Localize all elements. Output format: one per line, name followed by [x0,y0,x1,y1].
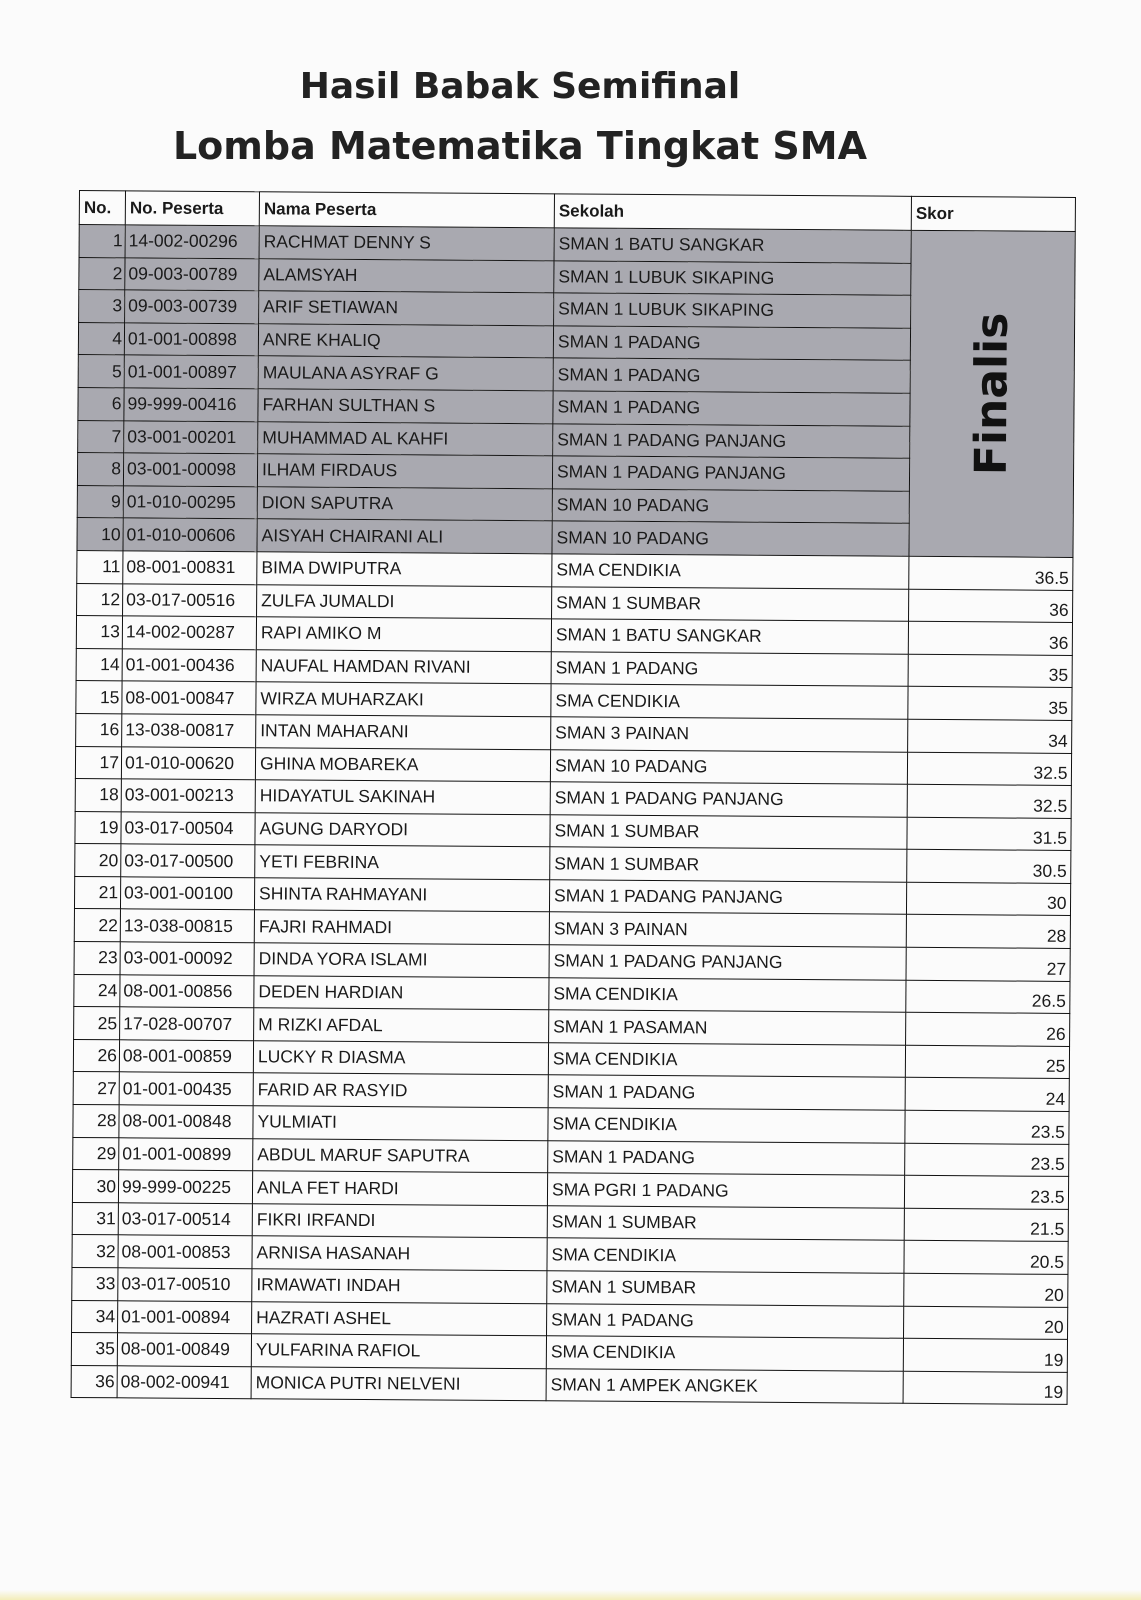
cell-name: ZULFA JUMALDI [257,584,552,619]
cell-school: SMAN 10 PADANG [552,489,909,524]
cell-name: WIRZA MUHARZAKI [256,682,551,717]
cell-school: SMAN 1 SUMBAR [547,1271,904,1306]
cell-participant-no: 03-017-00510 [118,1268,252,1302]
cell-score: 24 [905,1078,1069,1112]
cell-school: SMAN 3 PAINAN [549,912,906,947]
cell-name: LUCKY R DIASMA [253,1041,548,1076]
cell-name: FAJRI RAHMADI [254,910,549,945]
cell-participant-no: 01-010-00620 [121,746,255,780]
cell-name: MUHAMMAD AL KAHFI [258,421,553,456]
cell-participant-no: 01-001-00897 [124,355,258,389]
cell-participant-no: 08-001-00853 [118,1235,252,1269]
cell-school: SMAN 1 PADANG [547,1303,904,1338]
cell-participant-no: 01-001-00899 [119,1137,253,1171]
cell-no: 3 [79,290,125,323]
cell-school: SMA CENDIKIA [547,1238,904,1273]
cell-school: SMAN 1 SUMBAR [550,814,907,849]
cell-score: 36.5 [909,556,1073,590]
cell-score: 35 [908,654,1072,688]
cell-participant-no: 01-001-00436 [122,649,256,683]
cell-score: 25 [905,1045,1069,1079]
cell-school: SMAN 1 PADANG PANJANG [553,423,910,458]
cell-participant-no: 03-017-00504 [121,811,255,845]
cell-participant-no: 08-001-00856 [120,974,254,1008]
header-school: Sekolah [554,194,911,230]
cell-participant-no: 13-038-00817 [122,714,256,748]
cell-no: 17 [75,746,121,779]
cell-no: 5 [78,355,124,388]
cell-participant-no: 08-001-00848 [119,1105,253,1139]
cell-no: 23 [74,942,120,975]
cell-score: 32.5 [907,784,1071,818]
cell-participant-no: 03-001-00213 [121,779,255,813]
finalis-label: Finalis [965,312,1018,476]
cell-no: 13 [76,616,122,649]
cell-name: ARIF SETIAWAN [259,291,554,326]
cell-score: 30.5 [907,850,1071,884]
header-score: Skor [911,196,1075,231]
cell-participant-no: 99-999-00416 [124,388,258,422]
cell-participant-no: 99-999-00225 [118,1170,252,1204]
cell-participant-no: 14-002-00296 [125,225,259,259]
cell-participant-no: 01-010-00606 [123,518,257,552]
cell-score: 23.5 [905,1110,1069,1144]
cell-score: 35 [908,687,1072,721]
cell-name: ILHAM FIRDAUS [257,454,552,489]
cell-score: 32.5 [907,752,1071,786]
cell-name: ANRE KHALIQ [258,324,553,359]
cell-name: HAZRATI ASHEL [252,1301,547,1336]
cell-name: YULMIATI [253,1106,548,1141]
cell-no: 24 [74,974,120,1007]
cell-score: 30 [906,882,1070,916]
finalis-cell [909,230,1075,557]
cell-school: SMA CENDIKIA [548,1108,905,1143]
cell-score: 20 [904,1306,1068,1340]
cell-name: DION SAPUTRA [257,487,552,522]
cell-school: SMAN 1 LUBUK SIKAPING [554,260,911,295]
cell-name: RAPI AMIKO M [256,617,551,652]
cell-name: FARHAN SULTHAN S [258,389,553,424]
cell-score: 19 [903,1371,1067,1405]
cell-score: 20.5 [904,1241,1068,1275]
cell-school: SMAN 1 PADANG PANJANG [549,880,906,915]
cell-participant-no: 01-010-00295 [123,486,257,520]
cell-school: SMAN 1 PADANG [548,1140,905,1175]
page-title: Hasil Babak Semifinal [299,66,741,107]
cell-no: 30 [72,1170,118,1203]
cell-no: 22 [74,909,120,942]
cell-no: 8 [77,453,123,486]
header-no: No. [79,191,125,225]
cell-participant-no: 03-001-00092 [120,942,254,976]
cell-school: SMAN 1 AMPEK ANGKEK [546,1369,903,1404]
cell-name: RACHMAT DENNY S [259,226,554,261]
cell-school: SMAN 1 PADANG PANJANG [550,782,907,817]
cell-school: SMA CENDIKIA [548,1043,905,1078]
cell-name: IRMAWATI INDAH [252,1269,547,1304]
cell-school: SMAN 10 PADANG [550,749,907,784]
cell-school: SMAN 1 BATU SANGKAR [551,619,908,654]
cell-no: 1 [79,225,125,258]
cell-participant-no: 13-038-00815 [120,909,254,943]
cell-participant-no: 17-028-00707 [120,1007,254,1041]
results-table [71,190,1076,1405]
cell-name: DEDEN HARDIAN [254,975,549,1010]
cell-participant-no: 01-001-00435 [119,1072,253,1106]
cell-no: 11 [77,550,123,583]
cell-school: SMA CENDIKIA [551,684,908,719]
cell-no: 36 [71,1365,117,1398]
header-participant-no: No. Peserta [125,191,259,226]
scan-edge [0,1590,1141,1600]
cell-participant-no: 09-003-00789 [125,257,259,291]
cell-name: ANLA FET HARDI [252,1171,547,1206]
cell-no: 12 [77,583,123,616]
cell-no: 16 [76,713,122,746]
cell-score: 26.5 [906,980,1070,1014]
cell-name: M RIZKI AFDAL [254,1008,549,1043]
cell-name: YETI FEBRINA [255,845,550,880]
cell-school: SMAN 1 PADANG PANJANG [549,945,906,980]
cell-no: 2 [79,257,125,290]
cell-no: 18 [75,779,121,812]
cell-school: SMAN 1 PADANG [548,1075,905,1110]
cell-no: 15 [76,681,122,714]
cell-no: 27 [73,1072,119,1105]
cell-school: SMAN 1 BATU SANGKAR [554,228,911,263]
cell-name: MONICA PUTRI NELVENI [251,1367,546,1402]
cell-school: SMA CENDIKIA [546,1336,903,1371]
cell-school: SMAN 1 SUMBAR [552,586,909,621]
cell-no: 34 [72,1300,118,1333]
cell-participant-no: 03-001-00201 [124,420,258,454]
cell-name: BIMA DWIPUTRA [257,552,552,587]
cell-participant-no: 03-017-00516 [123,583,257,617]
cell-participant-no: 09-003-00739 [125,290,259,324]
cell-no: 33 [72,1267,118,1300]
cell-school: SMAN 1 SUMBAR [550,847,907,882]
cell-participant-no: 08-001-00849 [117,1333,251,1367]
cell-no: 29 [73,1137,119,1170]
cell-school: SMAN 1 PASAMAN [549,1010,906,1045]
cell-school: SMAN 3 PAINAN [551,717,908,752]
cell-score: 27 [906,947,1070,981]
cell-no: 32 [72,1235,118,1268]
cell-score: 34 [908,719,1072,753]
cell-school: SMA PGRI 1 PADANG [547,1173,904,1208]
cell-participant-no: 08-001-00831 [123,551,257,585]
cell-no: 14 [76,648,122,681]
cell-participant-no: 08-001-00847 [122,681,256,715]
cell-name: ARNISA HASANAH [252,1236,547,1271]
cell-no: 4 [78,322,124,355]
cell-school: SMAN 1 PADANG [551,652,908,687]
cell-no: 21 [74,876,120,909]
cell-no: 20 [75,844,121,877]
cell-school: SMAN 1 LUBUK SIKAPING [554,293,911,328]
cell-score: 28 [906,915,1070,949]
cell-name: DINDA YORA ISLAMI [254,943,549,978]
cell-score: 36 [908,621,1072,655]
cell-school: SMAN 10 PADANG [552,521,909,556]
cell-name: MAULANA ASYRAF G [258,356,553,391]
header-name: Nama Peserta [259,192,554,228]
cell-participant-no: 01-001-00894 [118,1300,252,1334]
cell-name: ABDUL MARUF SAPUTRA [253,1138,548,1173]
cell-score: 21.5 [904,1208,1068,1242]
cell-score: 23.5 [904,1176,1068,1210]
cell-name: GHINA MOBAREKA [255,747,550,782]
cell-name: AGUNG DARYODI [255,812,550,847]
cell-score: 23.5 [905,1143,1069,1177]
cell-no: 6 [78,387,124,420]
cell-name: AISYAH CHAIRANI ALI [257,519,552,554]
cell-participant-no: 08-002-00941 [117,1366,251,1400]
cell-participant-no: 08-001-00859 [119,1040,253,1074]
cell-name: SHINTA RAHMAYANI [254,878,549,913]
cell-name: ALAMSYAH [259,258,554,293]
table-body [71,225,1075,1405]
cell-name: FIKRI IRFANDI [252,1204,547,1239]
cell-no: 19 [75,811,121,844]
cell-no: 26 [73,1039,119,1072]
cell-school: SMAN 1 PADANG PANJANG [552,456,909,491]
cell-score: 26 [906,1013,1070,1047]
cell-school: SMAN 1 SUMBAR [547,1206,904,1241]
cell-school: SMAN 1 PADANG [553,326,910,361]
cell-participant-no: 03-001-00098 [123,453,257,487]
cell-no: 28 [73,1105,119,1138]
cell-participant-no: 01-001-00898 [124,323,258,357]
cell-score: 20 [904,1273,1068,1307]
cell-participant-no: 14-002-00287 [122,616,256,650]
cell-no: 7 [78,420,124,453]
cell-name: NAUFAL HAMDAN RIVANI [256,649,551,684]
cell-name: HIDAYATUL SAKINAH [255,780,550,815]
cell-school: SMAN 1 PADANG [553,391,910,426]
cell-no: 31 [72,1202,118,1235]
cell-participant-no: 03-017-00514 [118,1203,252,1237]
table-row [71,1365,1067,1405]
cell-no: 25 [74,1007,120,1040]
page-subtitle: Lomba Matematika Tingkat SMA [172,124,868,168]
cell-score: 36 [909,589,1073,623]
cell-participant-no: 03-017-00500 [121,844,255,878]
cell-no: 9 [77,485,123,518]
cell-name: YULFARINA RAFIOL [251,1334,546,1369]
cell-no: 10 [77,518,123,551]
cell-name: INTAN MAHARANI [256,715,551,750]
cell-school: SMA CENDIKIA [552,554,909,589]
cell-score: 31.5 [907,817,1071,851]
cell-school: SMAN 1 PADANG [553,358,910,393]
cell-no: 35 [71,1333,117,1366]
cell-name: FARID AR RASYID [253,1073,548,1108]
cell-participant-no: 03-001-00100 [120,877,254,911]
cell-school: SMA CENDIKIA [549,977,906,1012]
cell-score: 19 [903,1338,1067,1372]
